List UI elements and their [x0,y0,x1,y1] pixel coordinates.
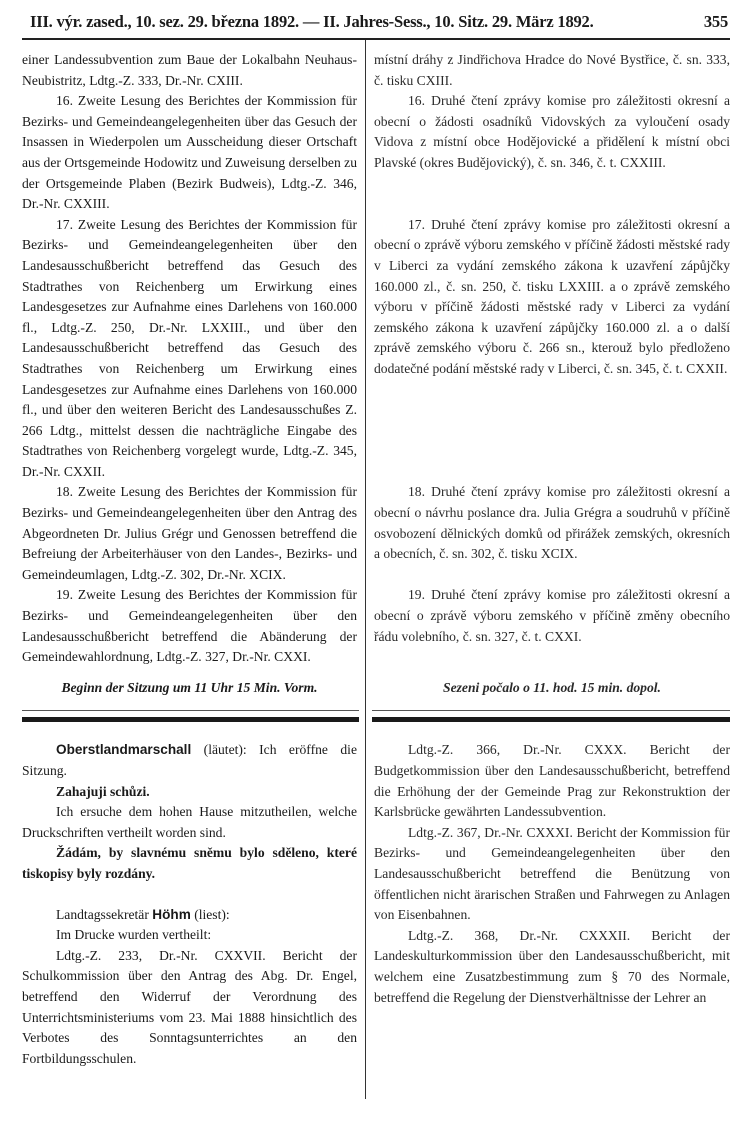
print-item: Ldtg.-Z. 367, Dr.-Nr. CXXXI. Bericht der Kommission für Bezirks- und Gemeindeangelegenheiten über den Landesausschußbericht betreffend die Benützung von öffentlichen nicht ärarischen Straßen und Fahrwegen zu Anlagen von Eisenbahnen. [374,824,730,923]
spacer [22,885,357,905]
right-continuation: místní dráhy z Jindřichova Hradce do Nové Bystřice, č. sn. 333, č. tisku CXIII. [365,40,730,91]
speaker-note: (liest): [194,906,230,922]
left-continuation: einer Landessubvention zum Baue der Lokalbahn Neuhaus-Neubistritz, Ldtg.-Z. 333, Dr.-Nr. CXIII. [22,52,357,88]
left-item-17: 17. Zweite Lesung des Berichtes der Kommission für Bezirks- und Gemeindeangelegenheiten über den Landesausschußbericht betreffend das Gesuch des Stadtrathes von Reichenberg um Erwirkung eines Landesgesetzes zur Aufnahme eines Darlehens von 160.000 fl., Ldtg.-Z. 250, Dr.-Nr. LXXIII., und über den Landesausschußbericht betreffend das Gesuch des Stadtrathes von Reichenberg um Erwirkung eines Landesgesetzes zur Aufnahme eines Darlehens von 160.000 fl., und über den weiteren Bericht des Landesausschußes Z. 266 Ldtg., mittelst dessen die nachträgliche Eingabe des Stadtrathes von Reichenberg vorgelegt wurde, Ldtg.-Z. 345, Dr.-Nr. CXXII. [22,216,357,479]
left-item-18: 18. Zweite Lesung des Berichtes der Kommission für Bezirks- und Gemeindeangelegenheiten über den Antrag des Abgeordneten Dr. Julius Grégr und Genossen betreffend die Befreiung der Arbeiterhäuser von den Landes-, Bezirks- und Gemeindeumlagen, Ldtg.-Z. 302, Dr.-Nr. XCIX. [22,484,357,582]
right-session-start: Sezeni počalo o 11. hod. 15 min. dopol. [365,668,730,711]
right-bottom-block [365,722,730,1099]
top-section [22,40,730,710]
print-item: Ldtg.-Z. 233, Dr.-Nr. CXXVII. Bericht der Schulkommission über den Antrag des Abg. Dr. Engel, betreffend den Widerruf der Verordnung des Unterrichtsministeriums vom 23. Mai 1888 hinsichtlich des Verbotes des Sonntagsunterrichtes an den Fortbildungsschulen. [22,947,357,1066]
page-number: 355 [703,12,728,31]
left-bottom-block [22,722,365,1099]
speaker-title: Landtagssekretär [56,906,149,922]
print-item: Ldtg.-Z. 366, Dr.-Nr. CXXX. Bericht der Budgetkommission über den Landesausschußbericht, betreffend die Erhöhung der der Gemeinde Prag zur Rekonstruktion der Karlsbrücke gewährten Landessubvention. [374,742,730,820]
right-item-18: 18. Druhé čtení zprávy komise pro záležitosti okresní a obecní o návrhu poslance dra. Julia Grégra a soudruhů v příčině osvobození dělnických domků od přirážek zemských, okresních a obecních, č. sn. 302, č. tisku XCIX. [365,482,730,585]
speaker-name: Oberstlandmarschall [56,742,192,758]
right-item-19: 19. Druhé čtení zprávy komise pro záležitosti okresní a obecní o zprávě výboru zemského v příčině změny obecního řádu volebního, č. sn. 327, č. t. CXXI. [365,585,730,667]
running-header [22,12,730,40]
left-item-16: 16. Zweite Lesung des Berichtes der Kommission für Bezirks- und Gemeindeangelegenheiten über das Gesuch der Insassen in Wiederpolen um Ausscheidung dieser Ortschaft aus der Ortsgemeinde Hodowitz und Zuweisung derselben zu der Ortsgemeinde Plaben (Bezirk Budweis), Ldtg.-Z. 346, Dr.-Nr. CXXIII. [22,93,357,212]
section-rules [22,710,730,722]
bottom-section [22,722,730,1099]
speech-text-czech: Zahajuji schůzi. [56,783,150,799]
speech-text: Im Drucke wurden vertheilt: [56,927,212,943]
speaker-name: Höhm [152,906,191,922]
section-rule-thin-left [22,710,359,711]
speech-text: Ich ersuche dem hohen Hause mitzutheilen, welche Druckschriften vertheilt worden sind. [22,804,357,840]
right-item-16: 16. Druhé čtení zprávy komise pro záležitosti okresní a obecní o žádosti osadníků Vidovských za vyloučení osady Vidova z místní obce Hodějovické a přidělení k místní obci Plavské (okres Budějovický), č. sn. 346, č. t. CXXIII. [365,91,730,215]
right-item-17: 17. Druhé čtení zprávy komise pro záležitosti okresní a obecní o zprávě výboru zemského v příčině žádosti městské rady v Liberci za vydání zemského zákona k uzavření zápůjčky 160.000 zl., č. sn. 250, č. tisku LXXIII. a o zprávě zemského výboru v příčině žádosti městské rady v Liberci za vydání zemského zákona k uzavření zápůjčky 160.000 zl. a o další zprávě zemského výboru č. 266 sn., kterouž bylo předloženo dodatečné podání městské rady v Liberci, č. sn. 345, č. t. CXXII. [365,215,730,483]
print-item: Ldtg.-Z. 368, Dr.-Nr. CXXXII. Bericht der Landeskulturkommission über den Landesausschußbericht, mit welchem eine Zusatzbestimmung zum § 70 des Normale, betreffend die Regelung der Dienstverhältnisse der Lehrer an [374,927,730,1005]
left-item-19: 19. Zweite Lesung des Berichtes der Kommission für Bezirks- und Gemeindeangelegenheiten über den Landesausschußbericht betreffend die Abänderung der Gemeindewahlordnung, Ldtg.-Z. 327, Dr.-Nr. CXXI. [22,587,357,665]
header-title: III. výr. zased., 10. sez. 29. března 1892. — II. Jahres-Sess., 10. Sitz. 29. März 1892. [30,12,594,31]
speaker-note: (läutet): [203,742,247,758]
section-rule-thin-right [372,710,730,711]
speech-text-czech: Žádám, by slavnému sněmu bylo sděleno, které tiskopisy byly rozdány. [22,845,357,881]
speech-text: Ich eröffne die Sitzung. [22,742,357,778]
left-session-start: Beginn der Sitzung um 11 Uhr 15 Min. Vorm. [61,679,318,695]
